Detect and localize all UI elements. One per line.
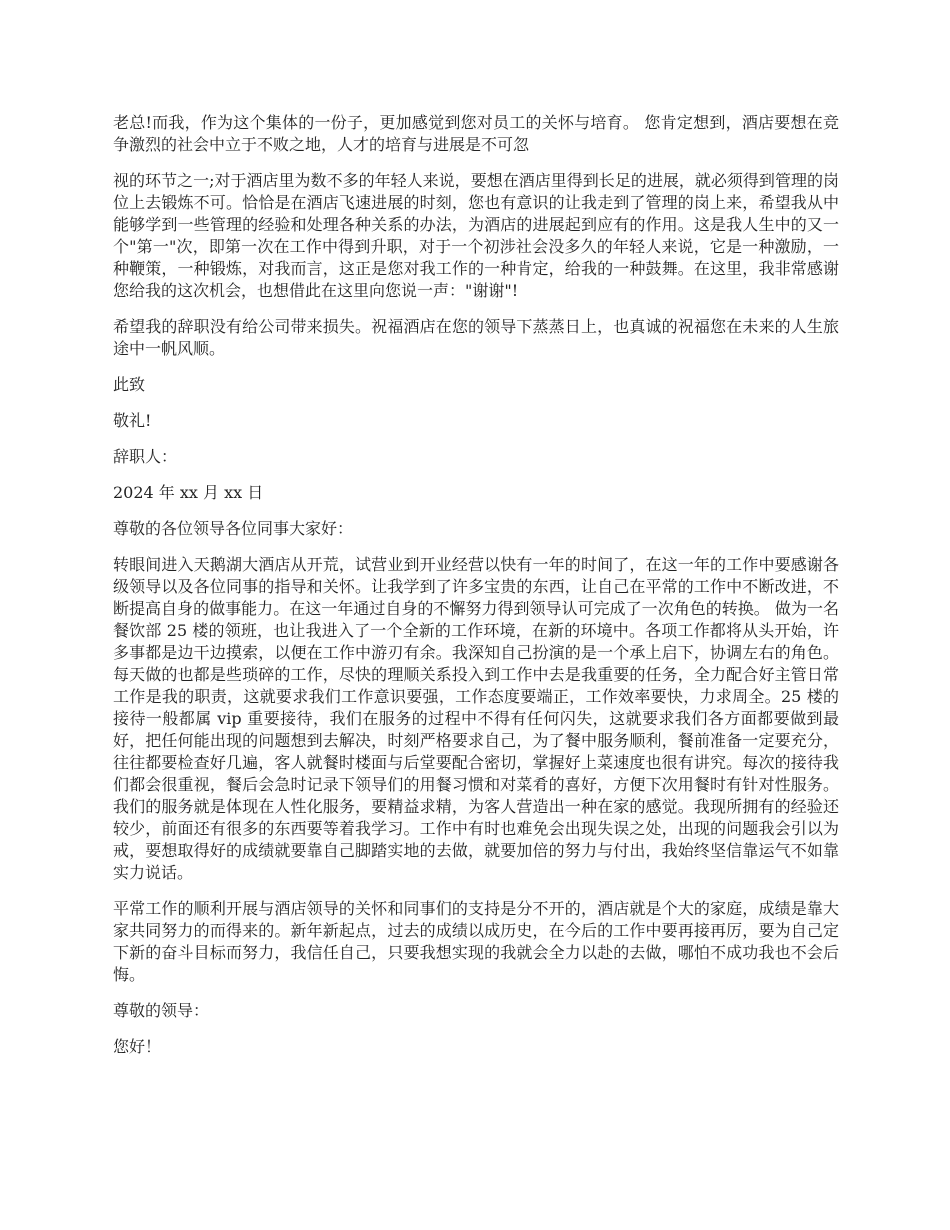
date-line: 2024 年 xx 月 xx 日 <box>113 483 264 502</box>
document-page <box>113 112 839 1072</box>
closing-salutation: 此致 <box>113 375 146 394</box>
signature-line: 辞职人： <box>113 447 178 466</box>
paragraph-teamwork: 平常工作的顺利开展与酒店领导的关怀和同事们的支持是分不开的，酒店就是个大的家庭，成绩是靠大家共同努力的而得来的。新年新起点，过去的成绩以成历史，在今后的工作中要再接再厉，要为自己定下新的奋斗目标而努力，我信任自己，只要我想实现的我就会全力以赴的去做，哪怕不成功我也不会后悔。 <box>113 899 839 984</box>
paragraph-promotion-thanks: 视的环节之一;对于酒店里为数不多的年轻人来说，要想在酒店里得到长足的进展，就必须得到管理的岗位上去锻炼不可。恰恰是在酒店飞速进展的时刻，您也有意识的让我走到了管理的岗上来，希望我从中能够学到一些管理的经验和处理各种关系的办法，为酒店的进展起到应有的作用。这是我人生中的又一个"第一"次，即第一次在工作中得到升职，对于一个初涉社会没多久的年轻人来说，它是一种激励，一种鞭策，一种锻炼，对我而言，这正是您对我工作的一种肯定，给我的一种鼓舞。在这里，我非常感谢您给我的这次机会，也想借此在这里向您说一声："谢谢"! <box>113 171 839 300</box>
paragraph-closing-wishes: 希望我的辞职没有给公司带来损失。祝福酒店在您的领导下蒸蒸日上，也真诚的祝福您在未来的人生旅途中一帆风顺。 <box>113 317 839 358</box>
closing-regards: 敬礼! <box>113 411 152 430</box>
greeting-hello: 您好！ <box>113 1037 162 1056</box>
greeting-line: 尊敬的各位领导各位同事大家好： <box>113 519 354 538</box>
greeting-leader: 尊敬的领导： <box>113 1001 210 1020</box>
paragraph-intro-continued: 老总!而我，作为这个集体的一份子，更加感觉到您对员工的关怀与培育。 您肯定想到，酒店要想在竞争激烈的社会中立于不败之地，人才的培育与进展是不可忽 <box>113 113 839 154</box>
paragraph-year-review: 转眼间进入天鹅湖大酒店从开荒，试营业到开业经营以快有一年的时间了，在这一年的工作中要感谢各级领导以及各位同事的指导和关怀。让我学到了许多宝贵的东西，让自己在平常的工作中不断改进，不断提高自身的做事能力。在这一年通过自身的不懈努力得到领导认可完成了一次角色的转换。 做为一名餐饮部 25 楼的领班，也让我进入了一个全新的工作环境，在新的环境中。各项工作都将从头开始，许多事都是边干边摸索，以便在工作中游刃有余。我深知自己扮演的是一个承上启下，协调左右的角色。每天做的也都是些琐碎的工作，尽快的理顺关系投入到工作中去是我重要的任务，全力配合好主管日常工作是我的职责，这就要求我们工作意识要强，工作态度要端正，工作效率要快，力求周全。25 楼的接待一般都属 vip 重要接待，我们在服务的过程中不得有任何闪失，这就要求我们各方面都要做到最好，把任何能出现的问题想到去解决，时刻严格要求自己，为了餐中服务顺利，餐前准备一定要充分，往往都要检查好几遍，客人就餐时楼面与后堂要配合密切，掌握好上菜速度也很有讲究。每次的接待我们都会很重视，餐后会急时记录下领导们的用餐习惯和对菜肴的喜好，方便下次用餐时有针对性服务。我们的服务就是体现在人性化服务，要精益求精，为客人营造出一种在家的感觉。我现所拥有的经验还较少，前面还有很多的东西要等着我学习。工作中有时也难免会出现失误之处，出现的问题我会引以为戒，要想取得好的成绩就要靠自己脚踏实地的去做，就要加倍的努力与付出，我始终坚信靠运气不如靠实力说话。 <box>113 555 839 882</box>
